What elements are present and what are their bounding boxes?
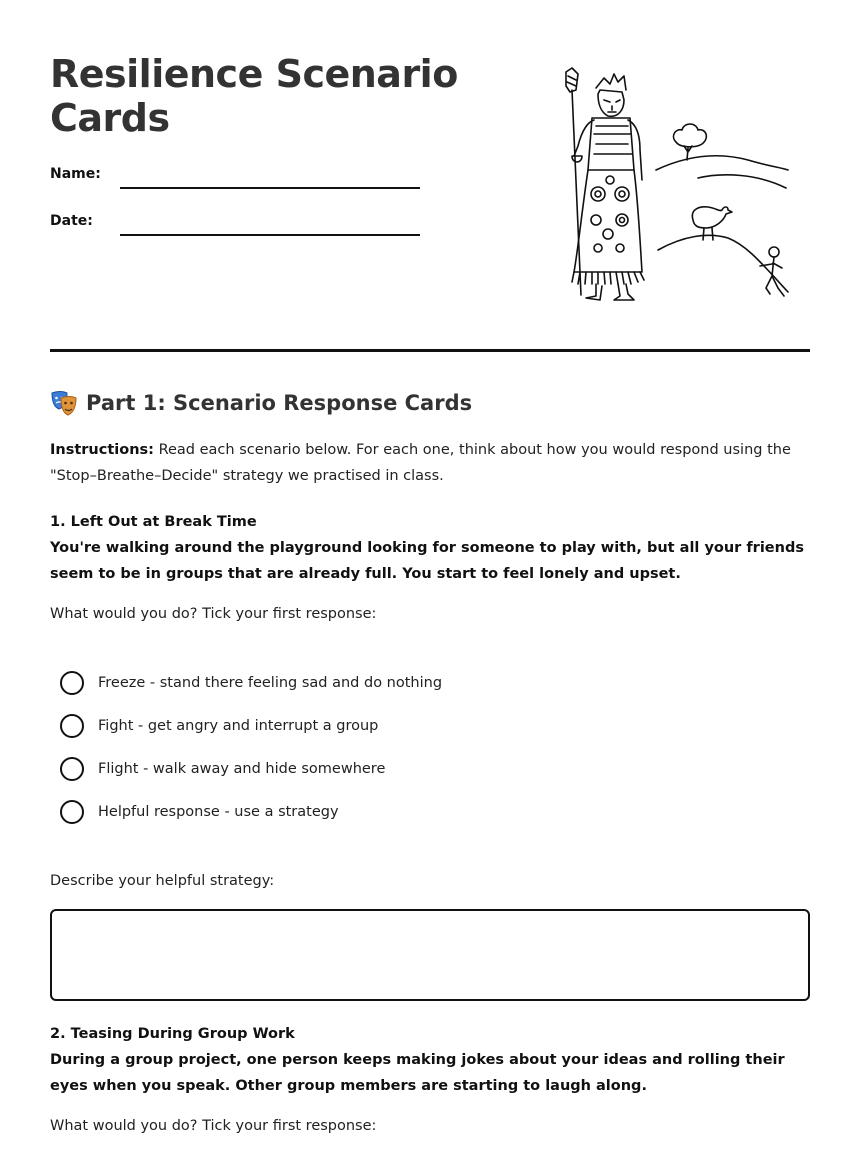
name-field[interactable] [120, 187, 420, 189]
instructions [50, 437, 820, 489]
scenario-title: 1. Left Out at Break Time [50, 514, 257, 530]
part1-heading [50, 389, 472, 417]
scenario-1-block [50, 509, 810, 587]
radio-button[interactable] [60, 800, 84, 824]
radio-button[interactable] [60, 671, 84, 695]
date-label: Date: [50, 213, 93, 229]
warrior-landscape-illustration [548, 60, 798, 310]
page-title: Resilience Scenario Cards [50, 52, 458, 140]
scenario-prompt: What would you do? Tick your first response: [50, 606, 377, 622]
part1-heading-text: Part 1: Scenario Response Cards [86, 391, 473, 415]
name-label: Name: [50, 166, 101, 182]
strategy-label: Describe your helpful strategy: [50, 873, 275, 889]
section-divider [50, 349, 810, 352]
instructions-text: Read each scenario below. For each one, think about how you would respond using the "Stop–Breathe–Decide" strategy we practised in class. [50, 442, 791, 484]
option-freeze[interactable] [60, 671, 442, 695]
option-flight[interactable] [60, 757, 385, 781]
option-label: Helpful response - use a strategy [98, 804, 339, 820]
option-label: Flight - walk away and hide somewhere [98, 761, 386, 777]
scenario-description: You're walking around the playground looking for someone to play with, but all your friends seem to be in groups that are already full. You start to feel lonely and upset. [50, 540, 804, 582]
instructions-label: Instructions: [50, 442, 154, 458]
strategy-answer-box[interactable] [50, 909, 810, 1001]
date-field[interactable] [120, 234, 420, 236]
option-fight[interactable] [60, 714, 378, 738]
radio-button[interactable] [60, 714, 84, 738]
scenario-title: 2. Teasing During Group Work [50, 1026, 295, 1042]
scenario-description: During a group project, one person keeps making jokes about your ideas and rolling their eyes when you speak. Other group members are starting to laugh along. [50, 1052, 785, 1094]
scenario-2-block [50, 1021, 810, 1099]
option-helpful[interactable] [60, 800, 339, 824]
theatre-masks-icon [50, 389, 78, 417]
radio-button[interactable] [60, 757, 84, 781]
option-label: Freeze - stand there feeling sad and do nothing [98, 675, 443, 691]
option-label: Fight - get angry and interrupt a group [98, 718, 379, 734]
scenario-prompt: What would you do? Tick your first response: [50, 1118, 377, 1134]
